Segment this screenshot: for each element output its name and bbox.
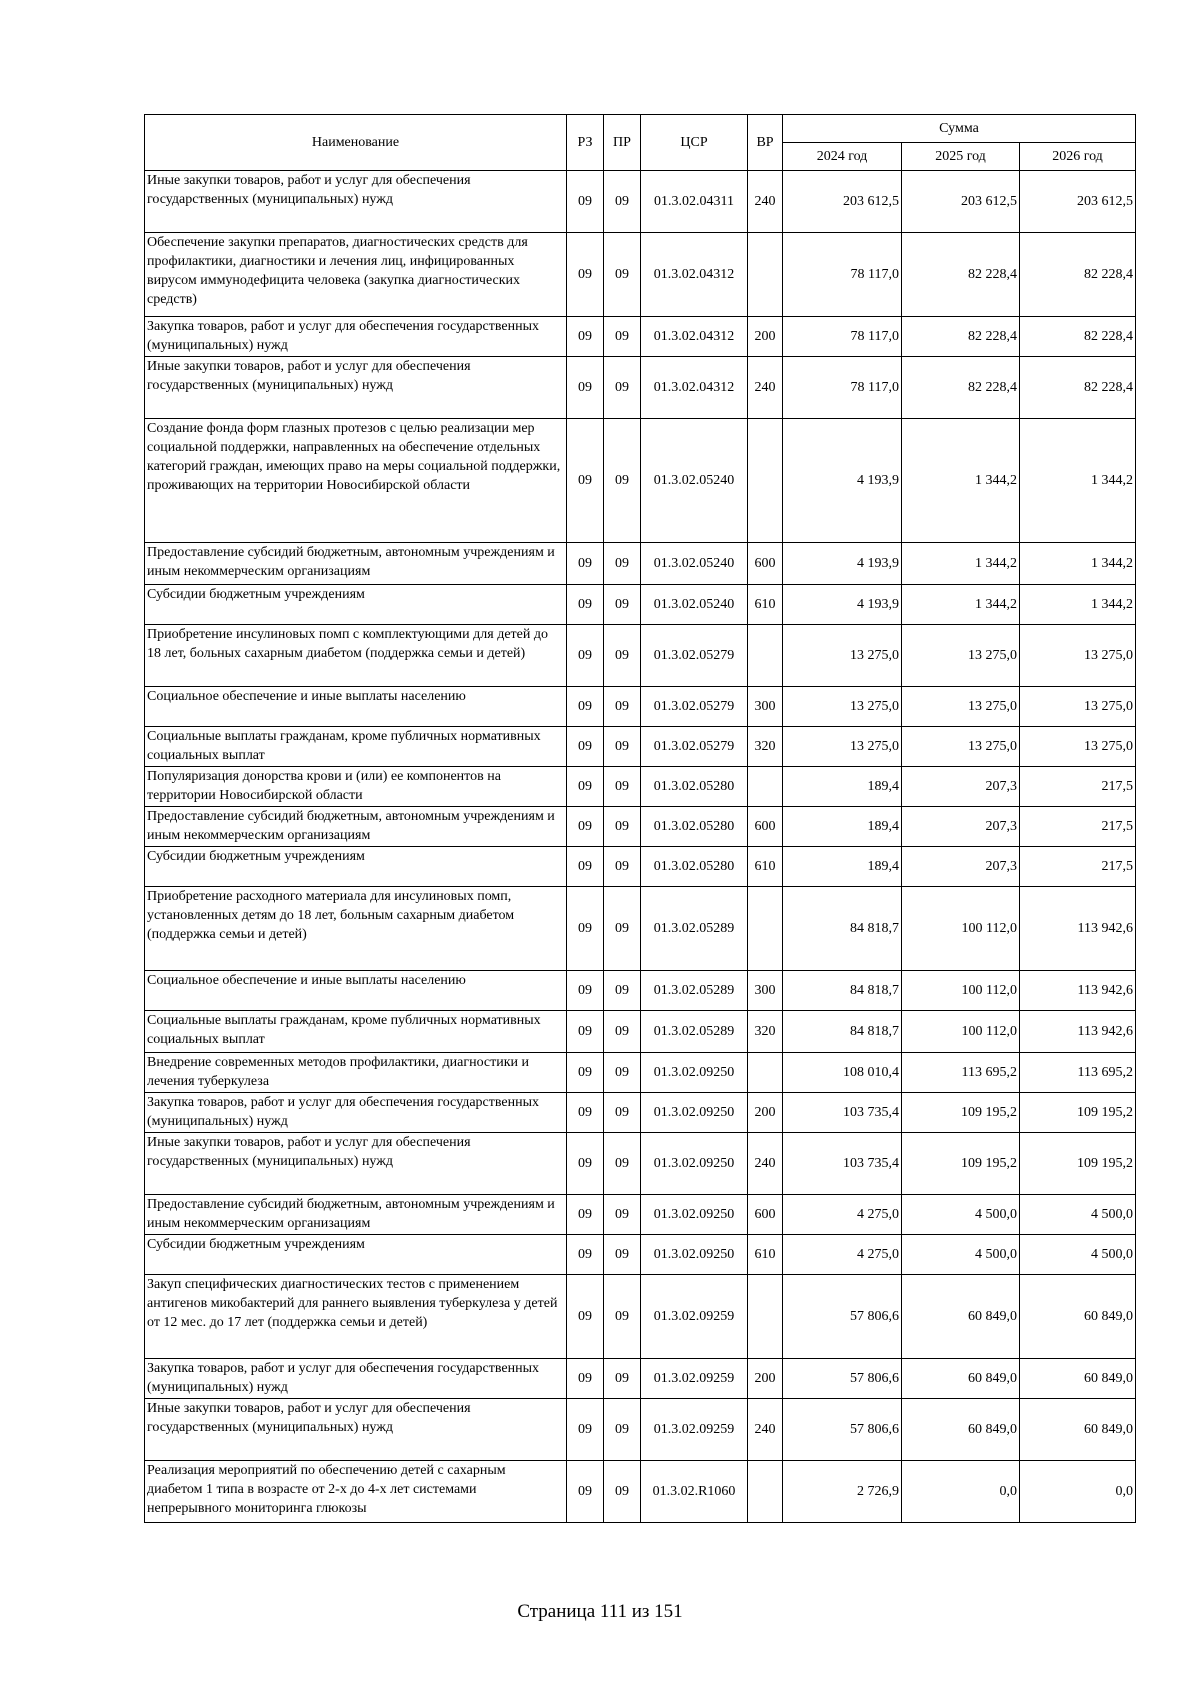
row-sum-2025: 82 228,4 (902, 233, 1020, 317)
header-name: Наименование (145, 115, 567, 171)
row-sum-2025: 82 228,4 (902, 317, 1020, 357)
row-sum-2024: 189,4 (783, 847, 902, 887)
row-sum-2026: 109 195,2 (1020, 1133, 1136, 1195)
row-sum-2025: 1 344,2 (902, 585, 1020, 625)
row-sum-2026: 60 849,0 (1020, 1275, 1136, 1359)
row-sum-2026: 217,5 (1020, 807, 1136, 847)
row-rz: 09 (567, 1133, 604, 1195)
header-year-2026: 2026 год (1020, 143, 1136, 171)
table-row (145, 767, 1136, 807)
row-name: Закупка товаров, работ и услуг для обеспечения государственных (муниципальных) нужд (145, 1359, 567, 1399)
row-pr: 09 (604, 1053, 641, 1093)
row-sum-2026: 1 344,2 (1020, 585, 1136, 625)
table-row (145, 1133, 1136, 1195)
row-vr: 300 (748, 687, 783, 727)
row-sum-2025: 1 344,2 (902, 543, 1020, 585)
row-sum-2026: 109 195,2 (1020, 1093, 1136, 1133)
row-vr: 320 (748, 727, 783, 767)
row-name: Закуп специфических диагностических тестов с применением антигенов микобактерий для раннего выявления туберкулеза у детей от 12 мес. до 17 лет (поддержка семьи и детей) (145, 1275, 567, 1359)
row-rz: 09 (567, 625, 604, 687)
row-name: Приобретение расходного материала для инсулиновых помп, установленных детям до 18 лет, больным сахарным диабетом (поддержка семьи и детей) (145, 887, 567, 971)
row-sum-2026: 13 275,0 (1020, 625, 1136, 687)
table-body (145, 171, 1136, 1523)
row-sum-2025: 100 112,0 (902, 1011, 1020, 1053)
row-sum-2025: 60 849,0 (902, 1399, 1020, 1461)
row-csr: 01.3.02.09250 (641, 1195, 748, 1235)
row-pr: 09 (604, 1133, 641, 1195)
row-name: Социальное обеспечение и иные выплаты населению (145, 971, 567, 1011)
table-row (145, 727, 1136, 767)
header-rz: РЗ (567, 115, 604, 171)
row-sum-2026: 60 849,0 (1020, 1359, 1136, 1399)
row-rz: 09 (567, 1235, 604, 1275)
row-sum-2024: 189,4 (783, 767, 902, 807)
row-sum-2024: 78 117,0 (783, 357, 902, 419)
row-sum-2024: 4 193,9 (783, 419, 902, 543)
row-csr: 01.3.02.05289 (641, 971, 748, 1011)
row-sum-2024: 4 193,9 (783, 585, 902, 625)
row-pr: 09 (604, 687, 641, 727)
row-name: Предоставление субсидий бюджетным, автономным учреждениям и иным некоммерческим организациям (145, 807, 567, 847)
row-name: Предоставление субсидий бюджетным, автономным учреждениям и иным некоммерческим организациям (145, 1195, 567, 1235)
row-rz: 09 (567, 419, 604, 543)
row-sum-2024: 189,4 (783, 807, 902, 847)
row-sum-2024: 203 612,5 (783, 171, 902, 233)
row-sum-2025: 207,3 (902, 807, 1020, 847)
row-pr: 09 (604, 233, 641, 317)
budget-table (144, 114, 1136, 1523)
row-vr (748, 625, 783, 687)
row-vr: 240 (748, 1133, 783, 1195)
row-sum-2025: 13 275,0 (902, 625, 1020, 687)
row-vr (748, 767, 783, 807)
row-name: Социальные выплаты гражданам, кроме публичных нормативных социальных выплат (145, 1011, 567, 1053)
row-sum-2026: 4 500,0 (1020, 1195, 1136, 1235)
row-rz: 09 (567, 847, 604, 887)
row-sum-2025: 207,3 (902, 767, 1020, 807)
row-vr (748, 419, 783, 543)
row-sum-2024: 13 275,0 (783, 727, 902, 767)
row-csr: 01.3.02.04312 (641, 317, 748, 357)
row-sum-2024: 57 806,6 (783, 1275, 902, 1359)
row-csr: 01.3.02.09259 (641, 1275, 748, 1359)
row-rz: 09 (567, 687, 604, 727)
row-sum-2025: 60 849,0 (902, 1275, 1020, 1359)
row-pr: 09 (604, 625, 641, 687)
row-vr (748, 887, 783, 971)
row-sum-2025: 60 849,0 (902, 1359, 1020, 1399)
row-pr: 09 (604, 971, 641, 1011)
row-name: Закупка товаров, работ и услуг для обеспечения государственных (муниципальных) нужд (145, 1093, 567, 1133)
table-row (145, 357, 1136, 419)
row-sum-2024: 78 117,0 (783, 317, 902, 357)
row-vr: 240 (748, 171, 783, 233)
row-csr: 01.3.02.05279 (641, 625, 748, 687)
row-name: Внедрение современных методов профилактики, диагностики и лечения туберкулеза (145, 1053, 567, 1093)
row-sum-2024: 2 726,9 (783, 1461, 902, 1523)
row-vr (748, 233, 783, 317)
row-pr: 09 (604, 727, 641, 767)
row-pr: 09 (604, 357, 641, 419)
table-row (145, 1461, 1136, 1523)
row-vr: 240 (748, 1399, 783, 1461)
row-sum-2024: 78 117,0 (783, 233, 902, 317)
row-pr: 09 (604, 1461, 641, 1523)
row-rz: 09 (567, 585, 604, 625)
row-csr: 01.3.02.05240 (641, 585, 748, 625)
table-row (145, 807, 1136, 847)
row-pr: 09 (604, 419, 641, 543)
row-sum-2026: 4 500,0 (1020, 1235, 1136, 1275)
row-sum-2024: 13 275,0 (783, 687, 902, 727)
row-sum-2025: 203 612,5 (902, 171, 1020, 233)
row-pr: 09 (604, 1011, 641, 1053)
table-row (145, 971, 1136, 1011)
row-sum-2025: 82 228,4 (902, 357, 1020, 419)
row-name: Субсидии бюджетным учреждениям (145, 1235, 567, 1275)
row-csr: 01.3.02.09250 (641, 1235, 748, 1275)
row-pr: 09 (604, 1275, 641, 1359)
row-pr: 09 (604, 543, 641, 585)
row-rz: 09 (567, 807, 604, 847)
row-sum-2026: 82 228,4 (1020, 317, 1136, 357)
row-csr: 01.3.02.05279 (641, 687, 748, 727)
row-name: Реализация мероприятий по обеспечению детей с сахарным диабетом 1 типа в возрасте от 2-х до 4-х лет системами непрерывного мониторинга глюкозы (145, 1461, 567, 1523)
row-name: Создание фонда форм глазных протезов с целью реализации мер социальной поддержки, направленных на обеспечение отдельных категорий граждан, имеющих право на меры социальной поддержки, проживающих на территории Новосибирской области (145, 419, 567, 543)
row-name: Иные закупки товаров, работ и услуг для обеспечения государственных (муниципальных) нужд (145, 171, 567, 233)
row-sum-2026: 203 612,5 (1020, 171, 1136, 233)
row-pr: 09 (604, 317, 641, 357)
table-row (145, 847, 1136, 887)
row-csr: 01.3.02.05279 (641, 727, 748, 767)
row-vr: 600 (748, 1195, 783, 1235)
table-row (145, 687, 1136, 727)
row-rz: 09 (567, 1053, 604, 1093)
row-sum-2025: 100 112,0 (902, 971, 1020, 1011)
row-rz: 09 (567, 317, 604, 357)
row-sum-2025: 207,3 (902, 847, 1020, 887)
row-rz: 09 (567, 357, 604, 419)
header-vr: ВР (748, 115, 783, 171)
row-rz: 09 (567, 543, 604, 585)
table-row (145, 1053, 1136, 1093)
row-sum-2025: 109 195,2 (902, 1133, 1020, 1195)
row-name: Обеспечение закупки препаратов, диагностических средств для профилактики, диагностики и лечения лиц, инфицированных вирусом иммунодефицита человека (закупка диагностических средств) (145, 233, 567, 317)
row-rz: 09 (567, 1399, 604, 1461)
table-row (145, 1093, 1136, 1133)
table-row (145, 1235, 1136, 1275)
row-sum-2025: 109 195,2 (902, 1093, 1020, 1133)
row-pr: 09 (604, 1359, 641, 1399)
row-vr (748, 1461, 783, 1523)
row-name: Приобретение инсулиновых помп с комплектующими для детей до 18 лет, больных сахарным диабетом (поддержка семьи и детей) (145, 625, 567, 687)
table-row (145, 585, 1136, 625)
table-row (145, 317, 1136, 357)
row-csr: 01.3.02.09250 (641, 1133, 748, 1195)
row-name: Иные закупки товаров, работ и услуг для обеспечения государственных (муниципальных) нужд (145, 1399, 567, 1461)
row-sum-2024: 57 806,6 (783, 1399, 902, 1461)
row-pr: 09 (604, 847, 641, 887)
row-csr: 01.3.02.05289 (641, 1011, 748, 1053)
row-pr: 09 (604, 887, 641, 971)
header-year-2025: 2025 год (902, 143, 1020, 171)
row-name: Иные закупки товаров, работ и услуг для обеспечения государственных (муниципальных) нужд (145, 1133, 567, 1195)
table-row (145, 419, 1136, 543)
row-rz: 09 (567, 727, 604, 767)
row-vr (748, 1275, 783, 1359)
row-pr: 09 (604, 585, 641, 625)
row-name: Субсидии бюджетным учреждениям (145, 585, 567, 625)
row-rz: 09 (567, 1461, 604, 1523)
row-csr: 01.3.02.05280 (641, 847, 748, 887)
row-pr: 09 (604, 171, 641, 233)
row-sum-2025: 4 500,0 (902, 1195, 1020, 1235)
table-row (145, 1011, 1136, 1053)
header-sum: Сумма (783, 115, 1136, 143)
row-rz: 09 (567, 1093, 604, 1133)
row-vr: 320 (748, 1011, 783, 1053)
row-rz: 09 (567, 971, 604, 1011)
header-csr: ЦСР (641, 115, 748, 171)
row-vr: 200 (748, 1359, 783, 1399)
table-row (145, 1275, 1136, 1359)
row-sum-2024: 4 193,9 (783, 543, 902, 585)
table-row (145, 625, 1136, 687)
table-row (145, 171, 1136, 233)
row-csr: 01.3.02.05240 (641, 543, 748, 585)
header-year-2024: 2024 год (783, 143, 902, 171)
row-sum-2026: 1 344,2 (1020, 419, 1136, 543)
row-vr: 200 (748, 1093, 783, 1133)
row-vr: 610 (748, 1235, 783, 1275)
row-rz: 09 (567, 1195, 604, 1235)
row-sum-2024: 4 275,0 (783, 1235, 902, 1275)
row-vr: 610 (748, 847, 783, 887)
row-csr: 01.3.02.04312 (641, 233, 748, 317)
row-vr (748, 1053, 783, 1093)
table-header (145, 115, 1136, 171)
row-name: Иные закупки товаров, работ и услуг для обеспечения государственных (муниципальных) нужд (145, 357, 567, 419)
row-csr: 01.3.02.04312 (641, 357, 748, 419)
row-sum-2026: 13 275,0 (1020, 687, 1136, 727)
row-csr: 01.3.02.09259 (641, 1399, 748, 1461)
row-sum-2026: 13 275,0 (1020, 727, 1136, 767)
row-sum-2026: 82 228,4 (1020, 357, 1136, 419)
row-sum-2026: 217,5 (1020, 847, 1136, 887)
row-sum-2025: 1 344,2 (902, 419, 1020, 543)
row-name: Предоставление субсидий бюджетным, автономным учреждениям и иным некоммерческим организациям (145, 543, 567, 585)
header-pr: ПР (604, 115, 641, 171)
row-csr: 01.3.02.05280 (641, 767, 748, 807)
row-sum-2025: 13 275,0 (902, 727, 1020, 767)
row-sum-2026: 113 942,6 (1020, 971, 1136, 1011)
row-sum-2026: 1 344,2 (1020, 543, 1136, 585)
row-name: Социальное обеспечение и иные выплаты населению (145, 687, 567, 727)
row-name: Социальные выплаты гражданам, кроме публичных нормативных социальных выплат (145, 727, 567, 767)
row-rz: 09 (567, 1359, 604, 1399)
row-sum-2024: 84 818,7 (783, 1011, 902, 1053)
row-sum-2025: 13 275,0 (902, 687, 1020, 727)
row-pr: 09 (604, 1093, 641, 1133)
row-sum-2026: 82 228,4 (1020, 233, 1136, 317)
row-sum-2026: 113 942,6 (1020, 1011, 1136, 1053)
row-sum-2025: 100 112,0 (902, 887, 1020, 971)
row-pr: 09 (604, 1195, 641, 1235)
row-csr: 01.3.02.09250 (641, 1093, 748, 1133)
row-csr: 01.3.02.R1060 (641, 1461, 748, 1523)
row-sum-2026: 217,5 (1020, 767, 1136, 807)
row-sum-2024: 84 818,7 (783, 971, 902, 1011)
table-row (145, 233, 1136, 317)
row-vr: 600 (748, 807, 783, 847)
row-rz: 09 (567, 1011, 604, 1053)
row-pr: 09 (604, 1399, 641, 1461)
page-number: Страница 111 из 151 (517, 1601, 683, 1622)
row-csr: 01.3.02.04311 (641, 171, 748, 233)
row-csr: 01.3.02.09250 (641, 1053, 748, 1093)
row-rz: 09 (567, 171, 604, 233)
row-vr: 200 (748, 317, 783, 357)
table-row (145, 1399, 1136, 1461)
table-row (145, 887, 1136, 971)
row-name: Популяризация донорства крови и (или) ее компонентов на территории Новосибирской области (145, 767, 567, 807)
row-vr: 610 (748, 585, 783, 625)
row-sum-2026: 113 695,2 (1020, 1053, 1136, 1093)
row-sum-2026: 60 849,0 (1020, 1399, 1136, 1461)
row-sum-2024: 57 806,6 (783, 1359, 902, 1399)
row-sum-2024: 108 010,4 (783, 1053, 902, 1093)
row-sum-2024: 13 275,0 (783, 625, 902, 687)
row-csr: 01.3.02.05289 (641, 887, 748, 971)
row-rz: 09 (567, 233, 604, 317)
row-vr: 240 (748, 357, 783, 419)
row-sum-2024: 4 275,0 (783, 1195, 902, 1235)
table-row (145, 543, 1136, 585)
row-sum-2024: 103 735,4 (783, 1093, 902, 1133)
row-name: Закупка товаров, работ и услуг для обеспечения государственных (муниципальных) нужд (145, 317, 567, 357)
row-name: Субсидии бюджетным учреждениям (145, 847, 567, 887)
table-row (145, 1195, 1136, 1235)
row-csr: 01.3.02.05240 (641, 419, 748, 543)
row-sum-2025: 0,0 (902, 1461, 1020, 1523)
row-pr: 09 (604, 767, 641, 807)
row-sum-2025: 4 500,0 (902, 1235, 1020, 1275)
row-rz: 09 (567, 887, 604, 971)
table-row (145, 1359, 1136, 1399)
row-csr: 01.3.02.09259 (641, 1359, 748, 1399)
row-sum-2024: 84 818,7 (783, 887, 902, 971)
row-pr: 09 (604, 1235, 641, 1275)
row-sum-2025: 113 695,2 (902, 1053, 1020, 1093)
row-pr: 09 (604, 807, 641, 847)
row-sum-2024: 103 735,4 (783, 1133, 902, 1195)
row-rz: 09 (567, 767, 604, 807)
row-vr: 300 (748, 971, 783, 1011)
row-vr: 600 (748, 543, 783, 585)
row-rz: 09 (567, 1275, 604, 1359)
row-csr: 01.3.02.05280 (641, 807, 748, 847)
row-sum-2026: 0,0 (1020, 1461, 1136, 1523)
row-sum-2026: 113 942,6 (1020, 887, 1136, 971)
